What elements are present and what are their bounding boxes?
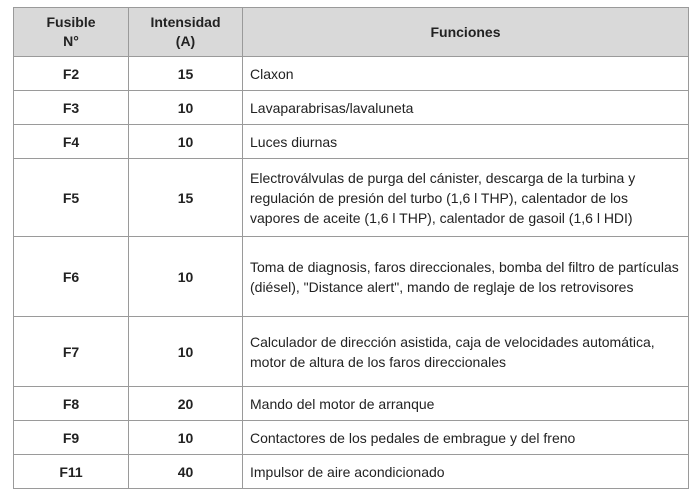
header-amp-line1: Intensidad [150,14,221,30]
amp-cell: 10 [129,237,243,317]
amp-cell: 10 [129,125,243,159]
header-amp-line2: (A) [175,33,196,49]
amp-cell: 40 [129,455,243,489]
table-row [14,455,689,489]
header-row [14,8,689,57]
fuse-cell: F7 [14,317,129,387]
table-row [14,387,689,421]
header-fuse-line2: N° [63,33,79,49]
function-cell: Claxon [243,57,689,91]
fuse-table [13,7,689,489]
table-row [14,159,689,237]
header-fuse-number [14,8,129,57]
fuse-cell: F11 [14,455,129,489]
table-row [14,317,689,387]
table-row [14,125,689,159]
table-row [14,237,689,317]
amp-cell: 20 [129,387,243,421]
function-cell: Electroválvulas de purga del cánister, descarga de la turbina y regulación de presión del turbo (1,6 l THP), calentador de los vapores de aceite (1,6 l THP), calentador de gasoil (1,6 l HDI) [243,159,689,237]
header-intensity [129,8,243,57]
fuse-cell: F9 [14,421,129,455]
fuse-cell: F8 [14,387,129,421]
fuse-cell: F3 [14,91,129,125]
amp-cell: 10 [129,91,243,125]
fuse-cell: F2 [14,57,129,91]
amp-cell: 15 [129,57,243,91]
function-cell: Contactores de los pedales de embrague y del freno [243,421,689,455]
amp-cell: 15 [129,159,243,237]
fuse-cell: F4 [14,125,129,159]
table-row [14,421,689,455]
table-body [14,57,689,489]
header-fuse-line1: Fusible [46,14,96,30]
function-cell: Calculador de dirección asistida, caja de velocidades automática, motor de altura de los faros direccionales [243,317,689,387]
fuse-cell: F6 [14,237,129,317]
function-cell: Lavaparabrisas/lavaluneta [243,91,689,125]
amp-cell: 10 [129,317,243,387]
amp-cell: 10 [129,421,243,455]
function-cell: Mando del motor de arranque [243,387,689,421]
table-row [14,57,689,91]
function-cell: Luces diurnas [243,125,689,159]
header-functions: Funciones [243,8,689,57]
function-cell: Impulsor de aire acondicionado [243,455,689,489]
fuse-cell: F5 [14,159,129,237]
table-header [14,8,689,57]
table-row [14,91,689,125]
function-cell: Toma de diagnosis, faros direccionales, bomba del filtro de partículas (diésel), "Distance alert", mando de reglaje de los retrovisores [243,237,689,317]
